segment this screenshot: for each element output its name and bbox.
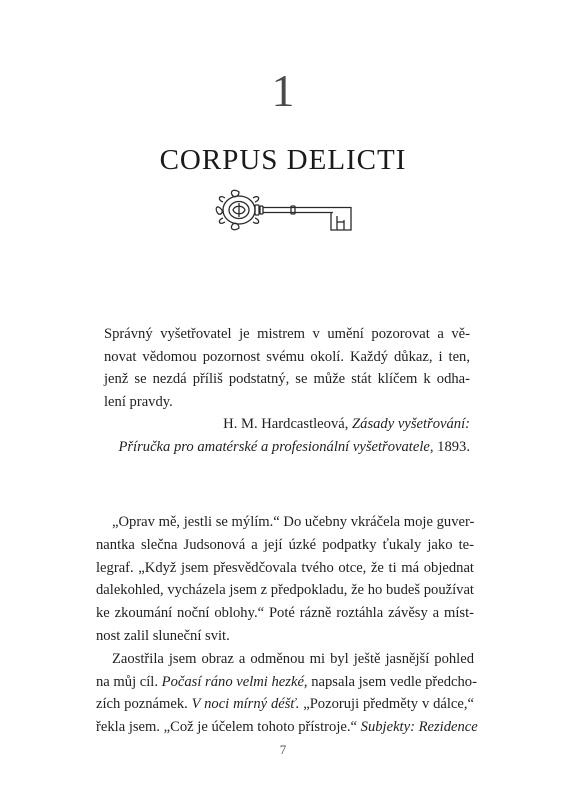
epigraph-line: novat vědomou pozornost svému okolí. Každý důkaz, i ten, xyxy=(104,348,470,365)
epigraph-line: Správný vyšetřovatel je mistrem v umění pozorovat a vě- xyxy=(104,326,470,342)
chapter-title: CORPUS DELICTI xyxy=(159,144,407,176)
skeleton-key-icon xyxy=(213,186,355,238)
italic-span: Počasí ráno velmi hezké xyxy=(161,673,304,690)
italic-span: Subjekty: Rezidence xyxy=(360,719,478,736)
paragraph-line: nantka slečna Judsonová a její úzké podpatky ťukaly jako te- xyxy=(96,536,474,553)
paragraph-line: legraf. „Když jsem přesvědčovala tvého otce, že ti má objednat xyxy=(96,559,474,576)
epigraph-attribution-line2 xyxy=(104,436,470,459)
attribution-author: H. M. Hardcastleová, xyxy=(223,416,349,432)
body-text xyxy=(96,511,478,739)
attribution-work-subtitle: Příručka pro amatérské a profesionální vyšetřovatele xyxy=(118,438,430,455)
text-span: , napsala jsem vedle předcho- xyxy=(303,673,477,690)
attribution-year: , 1893. xyxy=(429,438,470,455)
epigraph xyxy=(104,323,470,458)
attribution-work: Zásady vyšetřování: xyxy=(352,416,470,432)
chapter-number: 1 xyxy=(271,65,295,116)
epigraph-line: jenž se nezdá příliš podstatný, se může stát klíčem k odha- xyxy=(104,371,470,387)
text-span: „Pozoruji předměty v dálce,“ xyxy=(299,696,474,713)
epigraph-line: lení pravdy. xyxy=(104,393,173,410)
italic-span: V noci mírný déšť. xyxy=(191,696,300,713)
epigraph-attribution xyxy=(104,413,470,436)
paragraph-line xyxy=(96,716,478,739)
text-span: zích poznámek. xyxy=(96,696,192,713)
text-span: řekla jsem. „Což je účelem tohoto přístroje.“ xyxy=(96,719,361,736)
page-number: 7 xyxy=(279,742,287,757)
paragraph-line: Zaostřila jsem obraz a odměnou mi byl ještě jasnější pohled xyxy=(112,650,474,667)
paragraph-line xyxy=(96,693,474,716)
text-span: na můj cíl. xyxy=(96,673,162,690)
paragraph-line xyxy=(96,671,477,694)
paragraph-line: dalekohled, vycházela jsem z předpokladu, že ho budeš používat xyxy=(96,582,474,599)
paragraph-line: „Oprav mě, jestli se mýlím.“ Do učebny vkráčela moje guver- xyxy=(112,514,475,530)
paragraph-line: nost zalil sluneční svit. xyxy=(96,627,230,644)
paragraph-line: ke zkoumání noční oblohy.“ Poté rázně roztáhla závěsy a míst- xyxy=(96,605,474,622)
